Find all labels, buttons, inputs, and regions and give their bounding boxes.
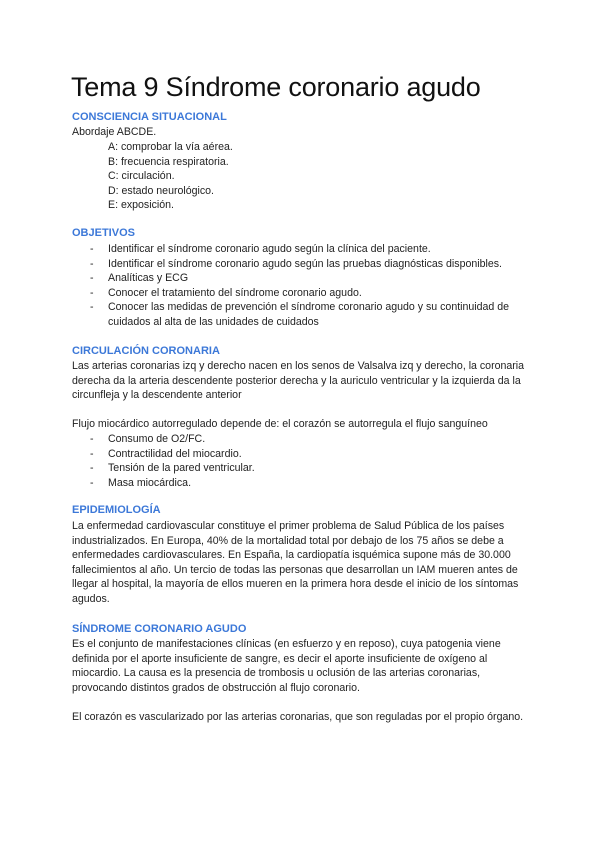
heading-objetivos: OBJETIVOS	[72, 227, 135, 239]
abcde-item-d: D: estado neurológico.	[108, 185, 215, 197]
list-item: - Tensión de la pared ventricular.	[90, 462, 255, 475]
heading-sindrome-coronario-agudo: SÍNDROME CORONARIO AGUDO	[72, 623, 247, 635]
bullet-dash: -	[90, 286, 94, 299]
flujo-intro: Flujo miocárdico autorregulado depende de: el corazón se autorregula el flujo sanguíneo	[72, 418, 488, 430]
bullet-dash: -	[90, 301, 94, 314]
sindrome-paragraph-1: Es el conjunto de manifestaciones clínicas (en esfuerzo y en reposo), cuya patogenia viene definida por el aporte insuficiente de sangre, es decir el aporte insuficiente de oxígeno al miocardio. La causa es la presencia de trombosis u oclusión de las arterias coronarias, provocando distintos grados de obstrucción al flujo coronario.	[72, 638, 501, 694]
bullet-dash: -	[90, 243, 94, 255]
list-item: - Consumo de O2/FC.	[90, 433, 206, 445]
bullet-dash: -	[90, 476, 94, 489]
bullet-dash: -	[90, 462, 94, 475]
objetivos-list	[72, 242, 532, 330]
consciencia-intro: Abordaje ABCDE.	[72, 126, 157, 138]
bullet-dash: -	[90, 257, 94, 270]
list-item: - Identificar el síndrome coronario agudo según las pruebas diagnósticas disponibles.	[90, 257, 502, 270]
list-item: - Conocer el tratamiento del síndrome coronario agudo.	[90, 286, 362, 299]
bullet-dash: -	[90, 272, 94, 285]
bullet-dash: -	[90, 433, 94, 445]
heading-circulacion-coronaria: CIRCULACIÓN CORONARIA	[72, 345, 220, 357]
epidemiologia-paragraph: La enfermedad cardiovascular constituye el primer problema de Salud Pública de los países industrializados. En Europa, 40% de la mortalidad total por debajo de los 75 años se debe a enfermedades cardiovasculares. En España, la cardiopatía isquémica supone más de 30.000 fallecimientos al año. Un tercio de todas las personas que desarrollan un IAM mueren antes de llegar al hospital, la mayoría de ellos mueren en la primera hora desde el inicio de los síntomas agudos.	[72, 520, 519, 605]
page-title: Tema 9 Síndrome coronario agudo	[71, 72, 481, 102]
abcde-item-b: B: frecuencia respiratoria.	[108, 156, 229, 168]
bullet-dash: -	[90, 447, 94, 460]
list-item: - Masa miocárdica.	[90, 476, 192, 489]
heading-epidemiologia: EPIDEMIOLOGÍA	[72, 504, 161, 516]
abcde-item-a: A: comprobar la vía aérea.	[108, 141, 233, 153]
list-item: - Identificar el síndrome coronario agudo según la clínica del paciente.	[90, 243, 431, 255]
heading-consciencia-situacional: CONSCIENCIA SITUACIONAL	[72, 111, 227, 123]
list-item: - Conocer las medidas de prevención el síndrome coronario agudo y su continuidad de cuidados al alta de las unidades de cuidados	[90, 301, 510, 328]
sindrome-paragraph-2: El corazón es vascularizado por las arterias coronarias, que son reguladas por el propio órgano.	[72, 711, 524, 723]
list-item: - Analíticas y ECG	[90, 272, 189, 285]
abcde-item-c: C: circulación.	[108, 170, 175, 182]
circulacion-paragraph: Las arterias coronarias izq y derecho nacen en los senos de Valsalva izq y derecho, la coronaria derecha da la arteria descendente posterior derecha y la auriculo ventricular y la izquierda da la circunfleja y la descendente anterior	[72, 360, 525, 402]
list-item: - Contractilidad del miocardio.	[90, 447, 242, 460]
abcde-item-e: E: exposición.	[108, 199, 174, 211]
flujo-list	[72, 432, 532, 490]
